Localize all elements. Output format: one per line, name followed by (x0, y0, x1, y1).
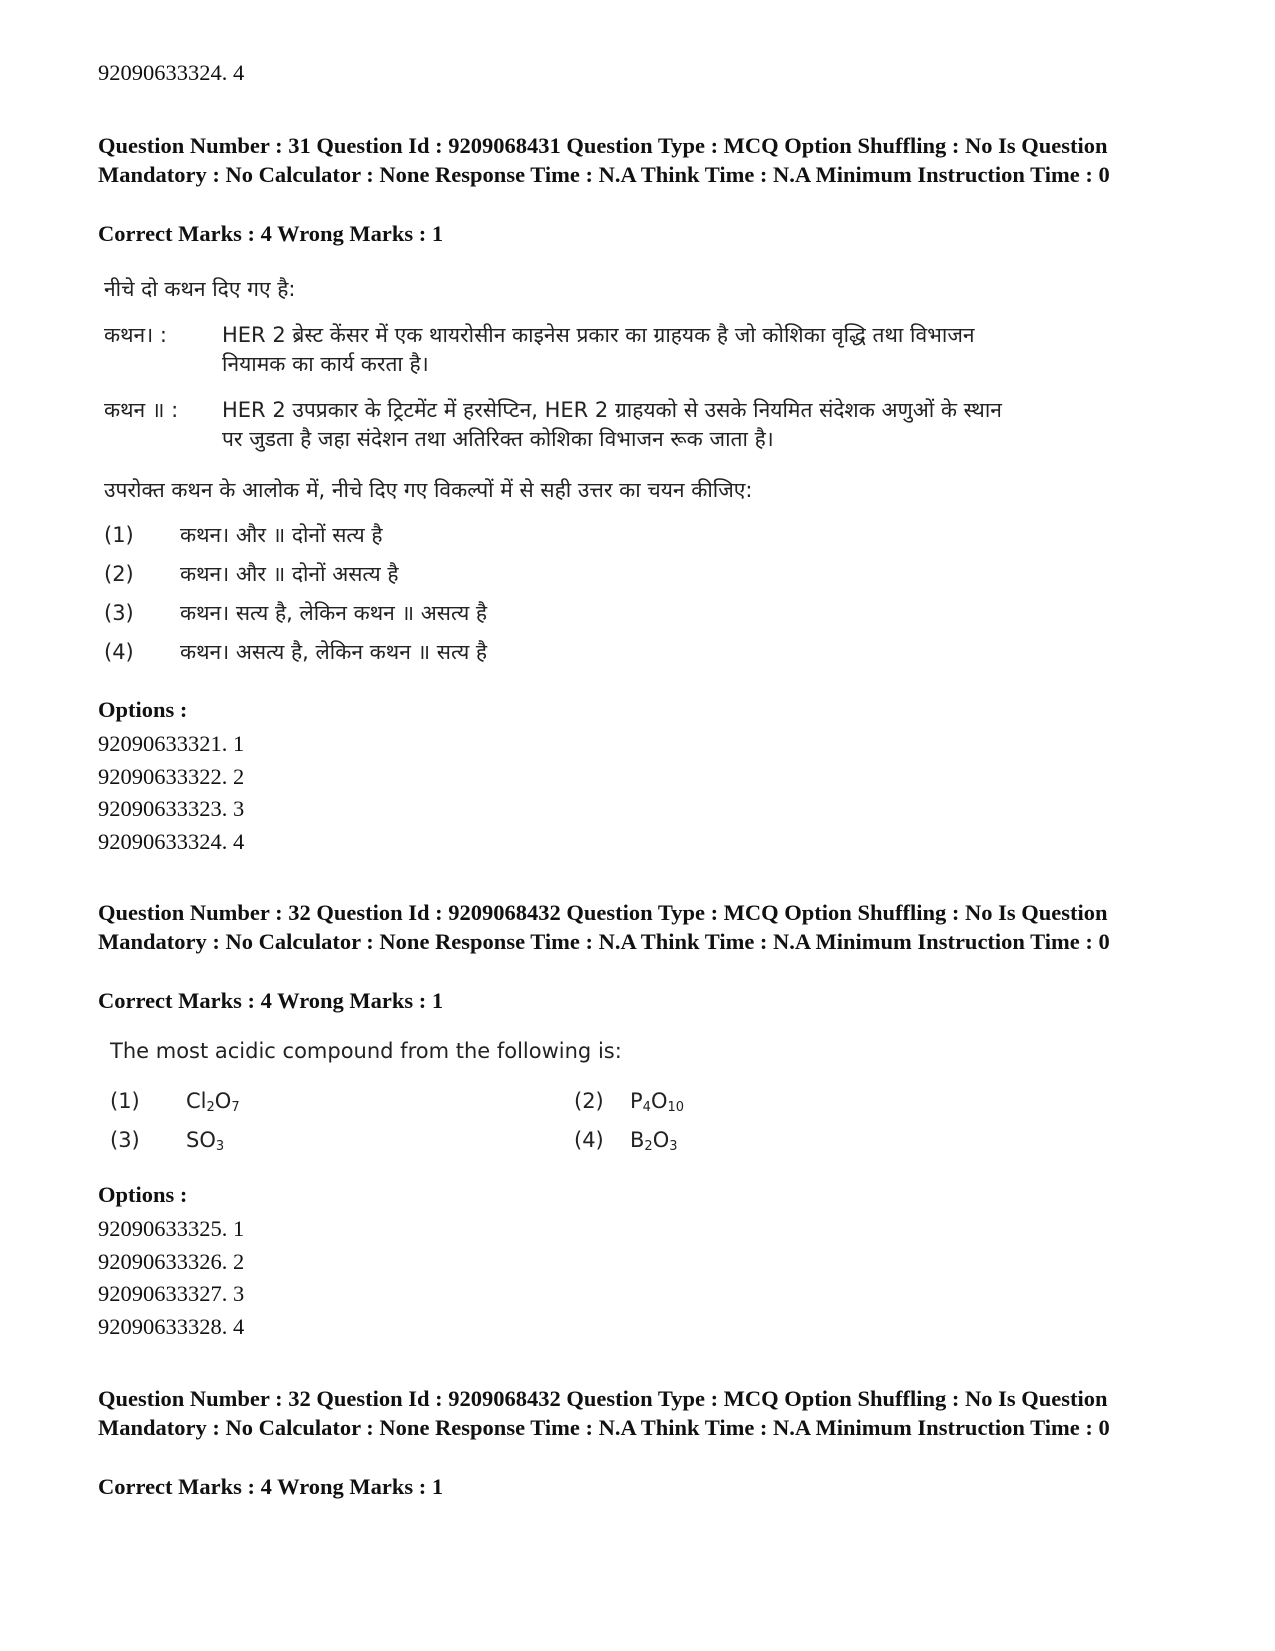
choice-text: कथन। सत्य है, लेकिन कथन ॥ असत्य है (180, 601, 488, 625)
option-line: 92090633326. 2 (98, 1248, 245, 1274)
choice-number: (4) (574, 1128, 604, 1152)
choice-number: (2) (574, 1089, 604, 1113)
choice-number: (1) (110, 1089, 140, 1113)
choice-item (104, 555, 1104, 594)
formula: $B_2O_3$ (630, 1128, 678, 1154)
choice-text: कथन। और ॥ दोनों सत्य है (180, 523, 383, 547)
choice-number: (4) (104, 640, 134, 664)
options-list (98, 728, 244, 858)
choice-item (110, 1125, 224, 1162)
question-marks: Correct Marks : 4 Wrong Marks : 1 (98, 221, 444, 246)
option-line: 92090633324. 4 (98, 828, 245, 854)
statement-text: पर जुडता है जहा संदेशन तथा अतिरिक्त कोशिका विभाजन रूक जाता है। (222, 427, 774, 451)
option-line: 92090633325. 1 (98, 1216, 245, 1241)
choice-text: कथन। और ॥ दोनों असत्य है (180, 562, 399, 586)
choice-item (574, 1125, 678, 1162)
formula: $SO_3$ (186, 1128, 225, 1154)
choice-item (104, 516, 1104, 555)
question-prompt: The most acidic compound from the following is: (110, 1039, 622, 1063)
choice-number: (3) (104, 601, 134, 625)
question-meta: Question Number : 32 Question Id : 9209068432 Question Type : MCQ Option Shuffling : No Is Question Mandatory : No Calculator : None Response Time : N.A Think Time : N.A Minimum Instruction Time : 0 (98, 900, 1110, 954)
question-marks: Correct Marks : 4 Wrong Marks : 1 (98, 1474, 444, 1499)
statement-label: कथन। : (104, 323, 167, 347)
options-label: Options : (98, 697, 188, 722)
choice-number: (3) (110, 1128, 140, 1152)
options-label: Options : (98, 1182, 188, 1207)
question-body (110, 1036, 1010, 1154)
question-body (104, 273, 1104, 672)
question-marks: Correct Marks : 4 Wrong Marks : 1 (98, 988, 444, 1013)
option-line: 92090633327. 3 (98, 1281, 245, 1306)
statement-text: नियामक का कार्य करता है। (222, 352, 429, 376)
choice-item (574, 1086, 684, 1123)
statement-label: कथन ॥ : (104, 398, 179, 422)
option-line: 92090633323. 3 (98, 796, 245, 821)
choice-item (110, 1086, 240, 1123)
question-intro: नीचे दो कथन दिए गए है: (104, 277, 296, 301)
choice-number: (1) (104, 523, 134, 547)
question-prompt: उपरोक्त कथन के आलोक में, नीचे दिए गए विकल्पों में से सही उत्तर का चयन कीजिए: (104, 478, 753, 502)
option-line: 92090633321. 1 (98, 731, 245, 756)
statement-1 (104, 321, 1104, 379)
statement-2 (104, 396, 1104, 454)
question-meta: Question Number : 31 Question Id : 9209068431 Question Type : MCQ Option Shuffling : No Is Question Mandatory : No Calculator : None Response Time : N.A Think Time : N.A Minimum Instruction Time : 0 (98, 133, 1110, 187)
choice-text: कथन। असत्य है, लेकिन कथन ॥ सत्य है (180, 640, 488, 664)
option-line: 92090633324. 4 (98, 60, 245, 85)
question-meta: Question Number : 32 Question Id : 9209068432 Question Type : MCQ Option Shuffling : No Is Question Mandatory : No Calculator : None Response Time : N.A Think Time : N.A Minimum Instruction Time : 0 (98, 1386, 1110, 1440)
choice-number: (2) (104, 562, 134, 586)
statement-text: HER 2 उपप्रकार के ट्रिटमेंट में हरसेप्टिन, HER 2 ग्राहयको से उसके नियमित संदेशक अणुओं के स्थान (222, 398, 1002, 422)
choice-item (104, 594, 1104, 633)
option-line: 92090633322. 2 (98, 763, 245, 789)
formula: $Cl_2O_7$ (186, 1089, 240, 1115)
choice-item (104, 633, 1104, 672)
formula: $P_4O_{10}$ (630, 1089, 685, 1115)
options-list (98, 1213, 244, 1343)
statement-text: HER 2 ब्रेस्ट केंसर में एक थायरोसीन काइनेस प्रकार का ग्राहयक है जो कोशिका वृद्धि तथा विभाजन (222, 323, 975, 347)
option-line: 92090633328. 4 (98, 1313, 245, 1339)
